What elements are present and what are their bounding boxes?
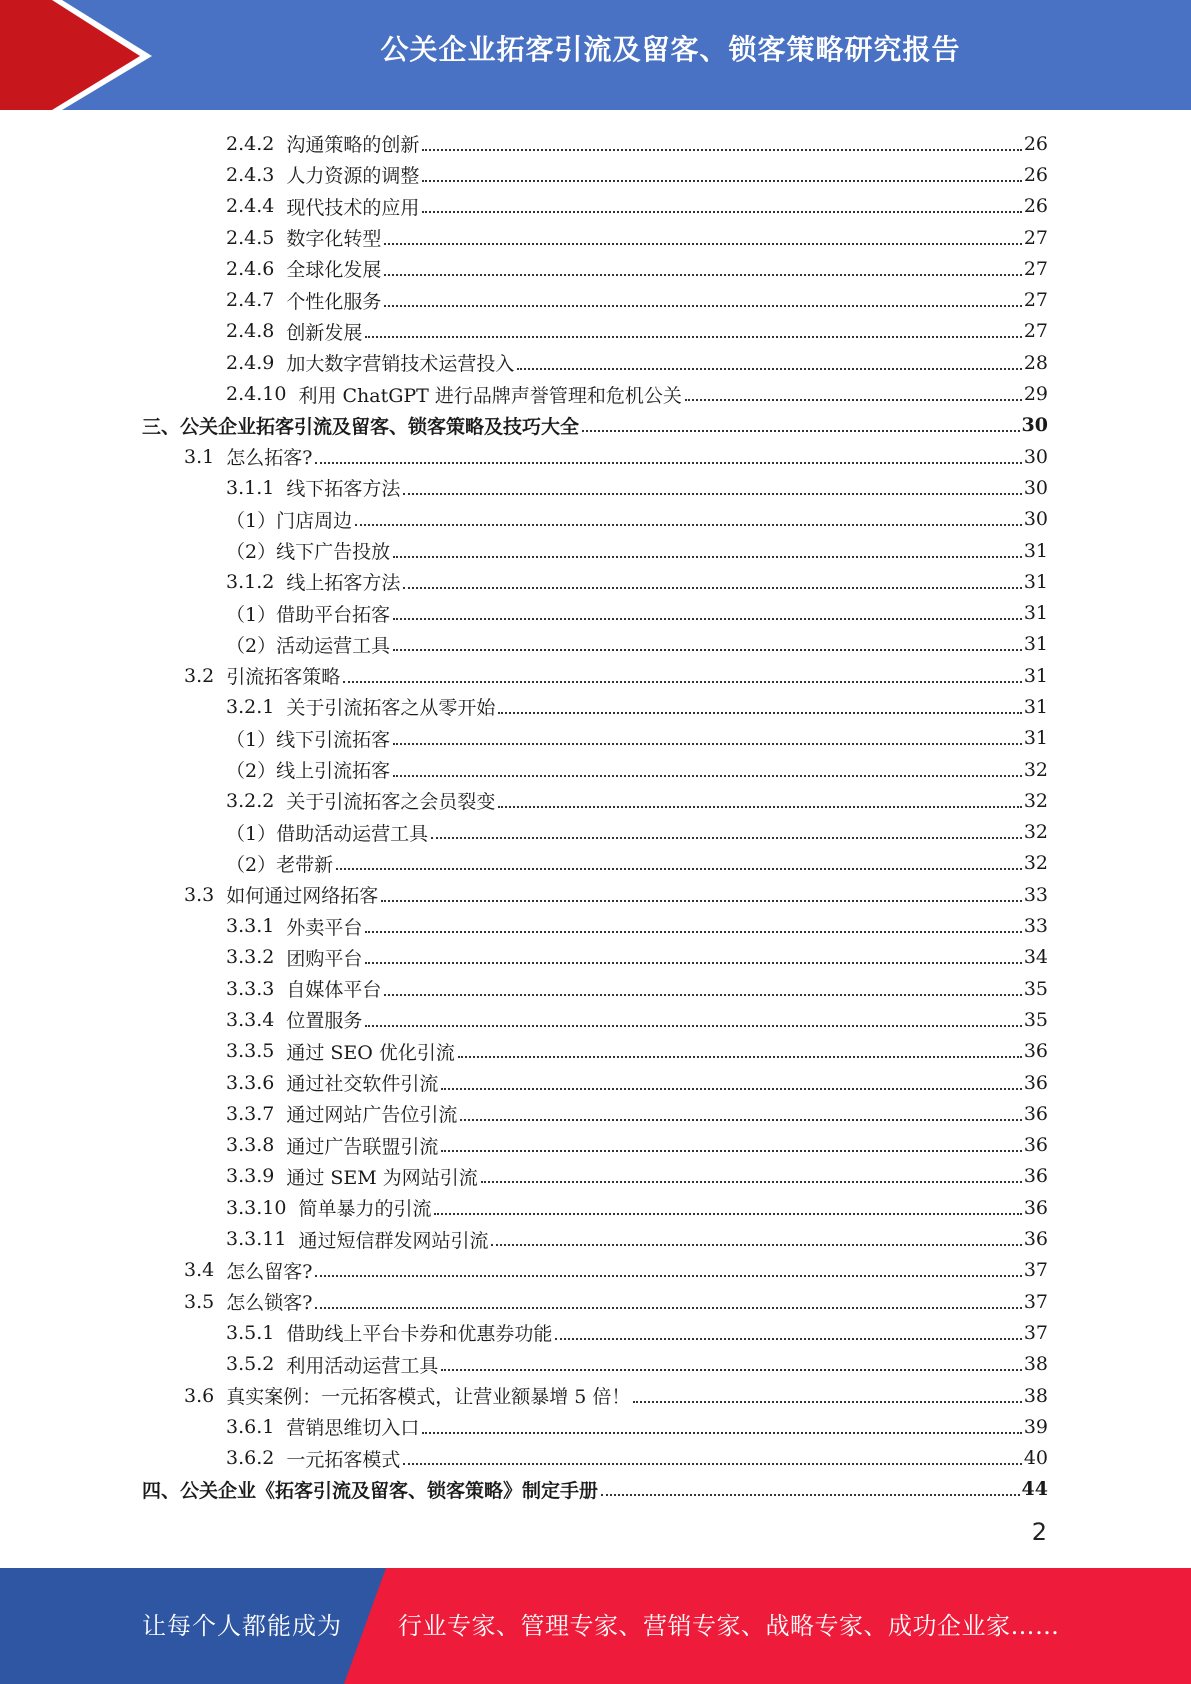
toc-entry[interactable]: [142, 504, 1048, 535]
toc-dot-leader: [403, 1463, 1021, 1465]
toc-dot-leader: [315, 462, 1021, 464]
toc-entry-number: 2.4.3: [226, 163, 275, 186]
toc-entry[interactable]: [142, 566, 1048, 597]
toc-entry-page: 31: [1023, 570, 1048, 593]
toc-entry[interactable]: [142, 378, 1048, 409]
toc-entry[interactable]: [142, 159, 1048, 190]
toc-dot-leader: [441, 1150, 1021, 1152]
toc-entry-title: 真实案例：一元拓客模式，让营业额暴增 5 倍！: [226, 1386, 631, 1409]
toc-entry-number: 3.2.2: [226, 789, 275, 812]
toc-entry-title: （2）活动运营工具: [226, 634, 391, 657]
toc-entry-page: 38: [1023, 1384, 1048, 1407]
toc-dot-leader: [336, 868, 1022, 870]
toc-entry-title: 线下拓客方法: [286, 478, 401, 501]
toc-entry-title: （1）借助活动运营工具: [226, 822, 429, 845]
toc-entry-title: 现代技术的应用: [286, 196, 420, 219]
toc-entry[interactable]: [142, 942, 1048, 973]
toc-entry-title: 外卖平台: [286, 916, 363, 939]
toc-dot-leader: [403, 493, 1021, 495]
toc-dot-leader: [365, 962, 1021, 964]
toc-dot-leader: [403, 587, 1021, 589]
toc-entry[interactable]: [142, 441, 1048, 472]
toc-entry-title: 怎么锁客?: [226, 1292, 313, 1315]
toc-entry-page: 27: [1023, 257, 1048, 280]
toc-dot-leader: [422, 149, 1021, 151]
page-footer: [0, 1568, 1191, 1684]
toc-entry[interactable]: [142, 410, 1048, 441]
toc-entry-number: 3.6.1: [226, 1415, 275, 1438]
toc-entry-page: 37: [1023, 1290, 1048, 1313]
toc-entry[interactable]: [142, 910, 1048, 941]
toc-entry-number: 2.4.7: [226, 289, 275, 312]
toc-entry-title: 通过 SEO 优化引流: [286, 1041, 455, 1064]
page-number: 2: [1031, 1518, 1047, 1546]
toc-entry-number: 3.3.2: [226, 946, 275, 969]
toc-entry-page: 44: [1021, 1478, 1048, 1501]
toc-entry[interactable]: [142, 472, 1048, 503]
toc-entry[interactable]: [142, 1442, 1048, 1473]
toc-entry-page: 30: [1023, 476, 1048, 499]
toc-entry-page: 32: [1023, 852, 1048, 875]
toc-entry-number: 2.4.2: [226, 132, 275, 155]
toc-entry-number: 3.5: [184, 1290, 215, 1313]
toc-entry[interactable]: [142, 1380, 1048, 1411]
toc-entry-title: （1）门店周边: [226, 509, 353, 532]
toc-dot-leader: [633, 1401, 1021, 1403]
toc-entry[interactable]: [142, 1161, 1048, 1192]
toc-entry[interactable]: [142, 1067, 1048, 1098]
toc-entry-title: 加大数字营销技术运营投入: [286, 353, 515, 376]
toc-entry-number: 3.5.2: [226, 1353, 275, 1376]
toc-entry-number: 3.6.2: [226, 1447, 275, 1470]
toc-entry-page: 29: [1023, 383, 1048, 406]
toc-entry-title: 位置服务: [286, 1010, 363, 1033]
toc-entry[interactable]: [142, 284, 1048, 315]
toc-dot-leader: [601, 1494, 1020, 1496]
toc-dot-leader: [422, 180, 1021, 182]
toc-entry-page: 36: [1023, 1102, 1048, 1125]
toc-dot-leader: [315, 1307, 1021, 1309]
toc-dot-leader: [393, 775, 1022, 777]
toc-entry-title: 三、公关企业拓客引流及留客、锁客策略及技巧大全: [142, 415, 580, 438]
toc-entry-page: 36: [1023, 1228, 1048, 1251]
toc-entry-number: 3.1: [184, 445, 215, 468]
toc-dot-leader: [384, 274, 1021, 276]
toc-entry[interactable]: [142, 879, 1048, 910]
toc-dot-leader: [441, 1369, 1021, 1371]
toc-entry-page: 26: [1023, 195, 1048, 218]
toc-dot-leader: [555, 1338, 1021, 1340]
toc-entry-page: 40: [1023, 1447, 1048, 1470]
toc-entry-number: 3.3.7: [226, 1102, 275, 1125]
toc-entry-number: 2.4.6: [226, 257, 275, 280]
toc-entry-page: 26: [1023, 163, 1048, 186]
footer-slogan-left: 让每个人都能成为: [142, 1612, 342, 1640]
toc-dot-leader: [315, 1275, 1021, 1277]
toc-entry-page: 30: [1023, 445, 1048, 468]
toc-entry-title: 创新发展: [286, 321, 363, 344]
toc-entry[interactable]: [142, 973, 1048, 1004]
toc-dot-leader: [384, 994, 1021, 996]
toc-entry-page: 36: [1023, 1165, 1048, 1188]
toc-dot-leader: [381, 900, 1022, 902]
toc-entry-title: 团购平台: [286, 947, 363, 970]
toc-entry-title: 数字化转型: [286, 228, 382, 251]
toc-dot-leader: [384, 305, 1021, 307]
toc-dot-leader: [434, 1213, 1021, 1215]
toc-entry-page: 36: [1023, 1040, 1048, 1063]
toc-dot-leader: [393, 556, 1022, 558]
toc-entry-number: 3.1.1: [226, 476, 275, 499]
toc-entry-number: 3.5.1: [226, 1321, 275, 1344]
toc-entry-number: 3.2: [184, 664, 215, 687]
table-of-contents: [142, 128, 1048, 1505]
toc-entry-number: 3.3.11: [226, 1228, 287, 1251]
toc-entry-page: 31: [1023, 695, 1048, 718]
toc-entry-number: 3.4: [184, 1259, 215, 1282]
footer-slogan-right: 行业专家、管理专家、营销专家、战略专家、成功企业家……: [398, 1612, 1060, 1640]
toc-entry-title: 营销思维切入口: [286, 1417, 420, 1440]
toc-entry-title: 关于引流拓客之会员裂变: [286, 791, 496, 814]
toc-entry-page: 34: [1023, 946, 1048, 969]
toc-entry-page: 31: [1023, 727, 1048, 750]
toc-entry-page: 36: [1023, 1071, 1048, 1094]
toc-entry-page: 35: [1023, 1008, 1048, 1031]
toc-dot-leader: [582, 430, 1020, 432]
toc-entry-title: （1）借助平台拓客: [226, 603, 391, 626]
toc-dot-leader: [355, 524, 1022, 526]
toc-entry[interactable]: [142, 691, 1048, 722]
toc-entry[interactable]: [142, 1286, 1048, 1317]
toc-entry-title: 通过网站广告位引流: [286, 1104, 458, 1127]
toc-entry[interactable]: [142, 1004, 1048, 1035]
toc-dot-leader: [365, 931, 1021, 933]
toc-dot-leader: [458, 1056, 1022, 1058]
toc-entry-number: 3.6: [184, 1384, 215, 1407]
page-header: [0, 0, 1191, 110]
toc-entry-title: 全球化发展: [286, 259, 382, 282]
toc-entry-page: 31: [1023, 633, 1048, 656]
toc-entry-title: 四、公关企业《拓客引流及留客、锁客策略》制定手册: [142, 1479, 599, 1502]
toc-entry-title: 简单暴力的引流: [298, 1198, 432, 1221]
toc-entry-page: 30: [1021, 414, 1048, 437]
toc-entry-page: 27: [1023, 320, 1048, 343]
toc-entry-title: 如何通过网络拓客: [226, 885, 379, 908]
toc-entry-page: 27: [1023, 289, 1048, 312]
toc-entry-title: 沟通策略的创新: [286, 134, 420, 157]
toc-entry-page: 33: [1023, 883, 1048, 906]
toc-entry[interactable]: [142, 347, 1048, 378]
toc-entry-page: 27: [1023, 226, 1048, 249]
header-title: 公关企业拓客引流及留客、锁客策略研究报告: [380, 33, 961, 66]
toc-entry[interactable]: [142, 316, 1048, 347]
toc-entry[interactable]: [142, 754, 1048, 785]
toc-entry[interactable]: [142, 597, 1048, 628]
toc-entry[interactable]: [142, 1130, 1048, 1161]
toc-entry-page: 33: [1023, 915, 1048, 938]
toc-entry-page: 28: [1023, 351, 1048, 374]
toc-entry-number: 3.2.1: [226, 695, 275, 718]
toc-dot-leader: [343, 681, 1022, 683]
toc-entry-number: 3.3.1: [226, 915, 275, 938]
toc-entry-title: 利用活动运营工具: [286, 1354, 439, 1377]
toc-entry[interactable]: [142, 1255, 1048, 1286]
toc-entry-number: 3.3.8: [226, 1134, 275, 1157]
toc-dot-leader: [491, 1244, 1021, 1246]
toc-entry[interactable]: [142, 1098, 1048, 1129]
toc-dot-leader: [685, 399, 1022, 401]
toc-entry-title: 通过广告联盟引流: [286, 1135, 439, 1158]
toc-entry[interactable]: [142, 785, 1048, 816]
toc-entry-page: 35: [1023, 977, 1048, 1000]
toc-entry-title: 通过短信群发网站引流: [298, 1229, 489, 1252]
toc-entry[interactable]: [142, 191, 1048, 222]
toc-entry-title: 线上拓客方法: [286, 572, 401, 595]
toc-dot-leader: [422, 1432, 1021, 1434]
toc-entry-number: 3.1.2: [226, 570, 275, 593]
toc-entry-number: 2.4.8: [226, 320, 275, 343]
toc-entry-number: 2.4.9: [226, 351, 275, 374]
toc-dot-leader: [431, 837, 1022, 839]
toc-entry[interactable]: [142, 723, 1048, 754]
toc-dot-leader: [441, 1088, 1021, 1090]
toc-entry[interactable]: [142, 535, 1048, 566]
toc-entry[interactable]: [142, 1349, 1048, 1380]
toc-dot-leader: [365, 336, 1021, 338]
toc-entry[interactable]: [142, 1474, 1048, 1505]
toc-entry-number: 2.4.5: [226, 226, 275, 249]
toc-entry-title: 个性化服务: [286, 290, 382, 313]
toc-entry[interactable]: [142, 253, 1048, 284]
toc-entry-title: 关于引流拓客之从零开始: [286, 697, 496, 720]
toc-entry-number: 2.4.4: [226, 195, 275, 218]
toc-entry-title: （2）线上引流拓客: [226, 760, 391, 783]
toc-entry-number: 3.3.3: [226, 977, 275, 1000]
toc-entry-page: 31: [1023, 539, 1048, 562]
toc-entry[interactable]: [142, 1411, 1048, 1442]
toc-dot-leader: [393, 743, 1022, 745]
toc-entry-page: 30: [1023, 508, 1048, 531]
toc-entry-title: 通过 SEM 为网站引流: [286, 1166, 478, 1189]
toc-entry-page: 37: [1023, 1259, 1048, 1282]
toc-entry-title: （1）线下引流拓客: [226, 728, 391, 751]
toc-entry-number: 3.3.9: [226, 1165, 275, 1188]
toc-dot-leader: [393, 649, 1022, 651]
toc-entry[interactable]: [142, 1223, 1048, 1254]
toc-entry-title: （2）线下广告投放: [226, 541, 391, 563]
toc-entry-number: 3.3.5: [226, 1040, 275, 1063]
toc-entry[interactable]: [142, 1192, 1048, 1223]
toc-dot-leader: [498, 712, 1021, 714]
toc-entry-title: 人力资源的调整: [286, 165, 420, 188]
toc-entry-title: 借助线上平台卡券和优惠券功能: [286, 1323, 553, 1346]
toc-entry[interactable]: [142, 1317, 1048, 1348]
toc-dot-leader: [384, 243, 1021, 245]
toc-entry-page: 31: [1023, 664, 1048, 687]
toc-entry[interactable]: [142, 1036, 1048, 1067]
toc-entry-title: 一元拓客模式: [286, 1448, 401, 1471]
toc-dot-leader: [481, 1181, 1022, 1183]
toc-entry-number: 2.4.10: [226, 383, 287, 406]
toc-dot-leader: [422, 211, 1021, 213]
toc-entry-number: 3.3.10: [226, 1196, 287, 1219]
toc-entry-page: 32: [1023, 821, 1048, 844]
toc-entry-title: 通过社交软件引流: [286, 1073, 439, 1096]
toc-entry-title: 利用 ChatGPT 进行品牌声誉管理和危机公关: [298, 384, 682, 407]
toc-entry[interactable]: [142, 629, 1048, 660]
toc-entry-page: 39: [1023, 1415, 1048, 1438]
toc-entry-title: 引流拓客策略: [226, 666, 341, 689]
toc-entry-page: 37: [1023, 1321, 1048, 1344]
toc-dot-leader: [498, 806, 1021, 808]
toc-entry-page: 26: [1023, 132, 1048, 155]
toc-entry-page: 32: [1023, 789, 1048, 812]
toc-entry-page: 31: [1023, 602, 1048, 625]
toc-entry[interactable]: [142, 848, 1048, 879]
toc-dot-leader: [393, 618, 1022, 620]
toc-entry-number: 3.3.6: [226, 1071, 275, 1094]
header-chevron-decoration: [0, 0, 160, 110]
toc-entry[interactable]: [142, 128, 1048, 159]
toc-entry-page: 32: [1023, 758, 1048, 781]
toc-entry-number: 3.3: [184, 883, 215, 906]
toc-entry-number: 3.3.4: [226, 1008, 275, 1031]
toc-entry-title: 自媒体平台: [286, 979, 382, 1002]
toc-entry-page: 36: [1023, 1134, 1048, 1157]
toc-dot-leader: [517, 368, 1021, 370]
toc-entry[interactable]: [142, 660, 1048, 691]
toc-entry-title: 怎么拓客?: [226, 447, 313, 470]
toc-entry[interactable]: [142, 222, 1048, 253]
toc-dot-leader: [460, 1119, 1021, 1121]
toc-entry[interactable]: [142, 817, 1048, 848]
toc-entry-title: 怎么留客?: [226, 1260, 313, 1283]
toc-entry-page: 36: [1023, 1196, 1048, 1219]
toc-entry-page: 38: [1023, 1353, 1048, 1376]
toc-dot-leader: [365, 1025, 1021, 1027]
toc-entry-title: （2）老带新: [226, 853, 334, 876]
